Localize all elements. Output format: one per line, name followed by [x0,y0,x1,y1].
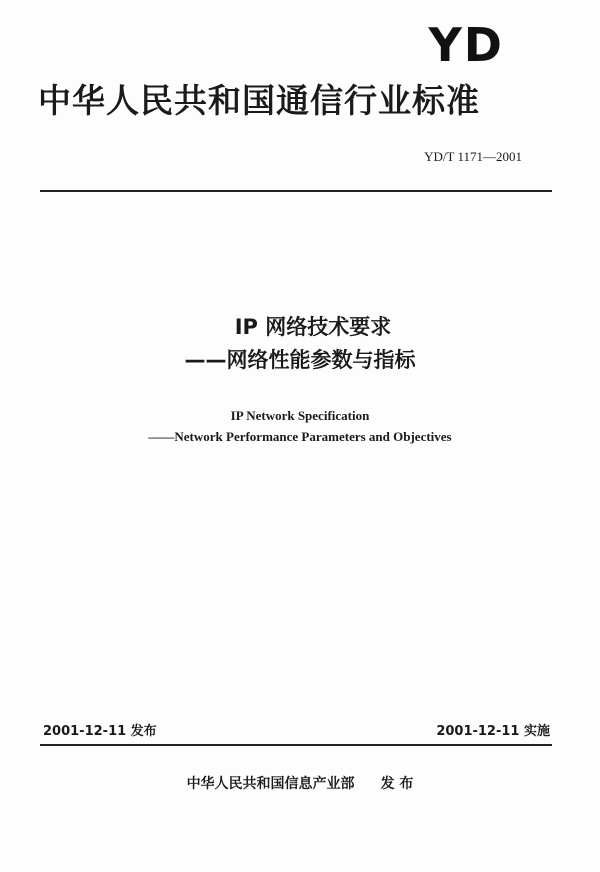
implementation-date: 2001-12-11 实施 [436,724,550,739]
issuer-line [0,777,600,791]
issue-date: 2001-12-11 发布 [43,724,157,739]
standard-number: YD/T 1171—2001 [424,149,522,164]
issue-label: 发 布 [380,776,414,792]
chinese-title-line-1: IP 网络技术要求 [234,315,392,339]
header-divider [40,190,552,192]
issuer-name: 中华人民共和国信息产业部 [186,776,355,792]
english-title-line-1: IP Network Specification [230,408,370,423]
english-title-line-2: ——Network Performance Parameters and Objectives [148,429,452,444]
standard-category-title: 中华人民共和国通信行业标准 [38,81,480,120]
footer-divider [40,744,552,746]
chinese-title-line-2: ——网络性能参数与指标 [184,348,416,372]
standard-code: YD [428,18,504,72]
